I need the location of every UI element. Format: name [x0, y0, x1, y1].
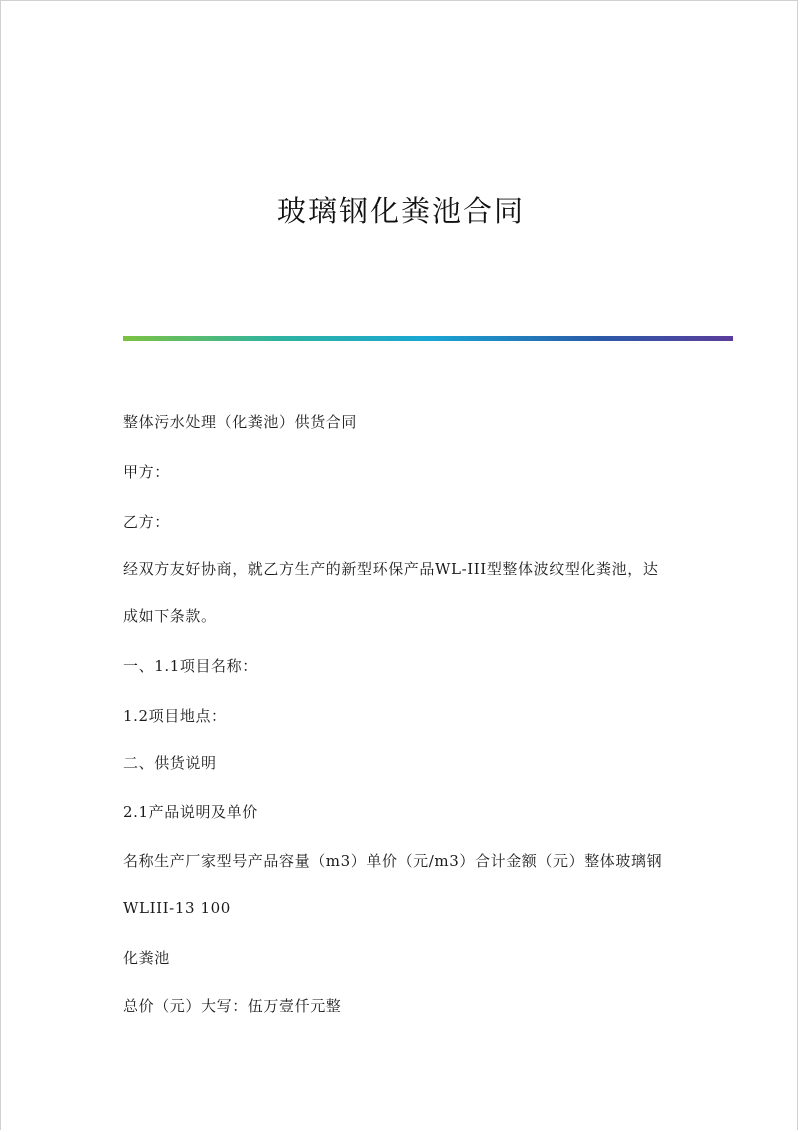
paragraph-project-location: 1.2项目地点：	[123, 707, 227, 725]
paragraph-party-a: 甲方：	[123, 463, 170, 481]
paragraph-project-name: 一、1.1项目名称：	[123, 657, 258, 675]
paragraph-product-model: WLIII-13 100	[123, 899, 231, 917]
paragraph-product-name-cont: 化粪池	[123, 949, 170, 967]
paragraph-party-b: 乙方：	[123, 513, 170, 531]
paragraph-product-pricing: 2.1产品说明及单价	[123, 803, 258, 821]
paragraph-total-price: 总价（元）大写：伍万壹仟元整	[123, 997, 342, 1015]
title-divider	[123, 336, 733, 341]
paragraph-intro-line-1: 经双方友好协商，就乙方生产的新型环保产品WL-III型整体波纹型化粪池，达	[123, 560, 659, 578]
paragraph-intro-line-2: 成如下条款。	[123, 607, 217, 625]
document-title: 玻璃钢化粪池合同	[276, 194, 525, 228]
paragraph-supply-section: 二、供货说明	[123, 754, 217, 772]
paragraph-product-table-header: 名称生产厂家型号产品容量（m3）单价（元/m3）合计金额（元）整体玻璃钢	[123, 852, 663, 870]
paragraph-contract-heading: 整体污水处理（化粪池）供货合同	[123, 413, 358, 431]
